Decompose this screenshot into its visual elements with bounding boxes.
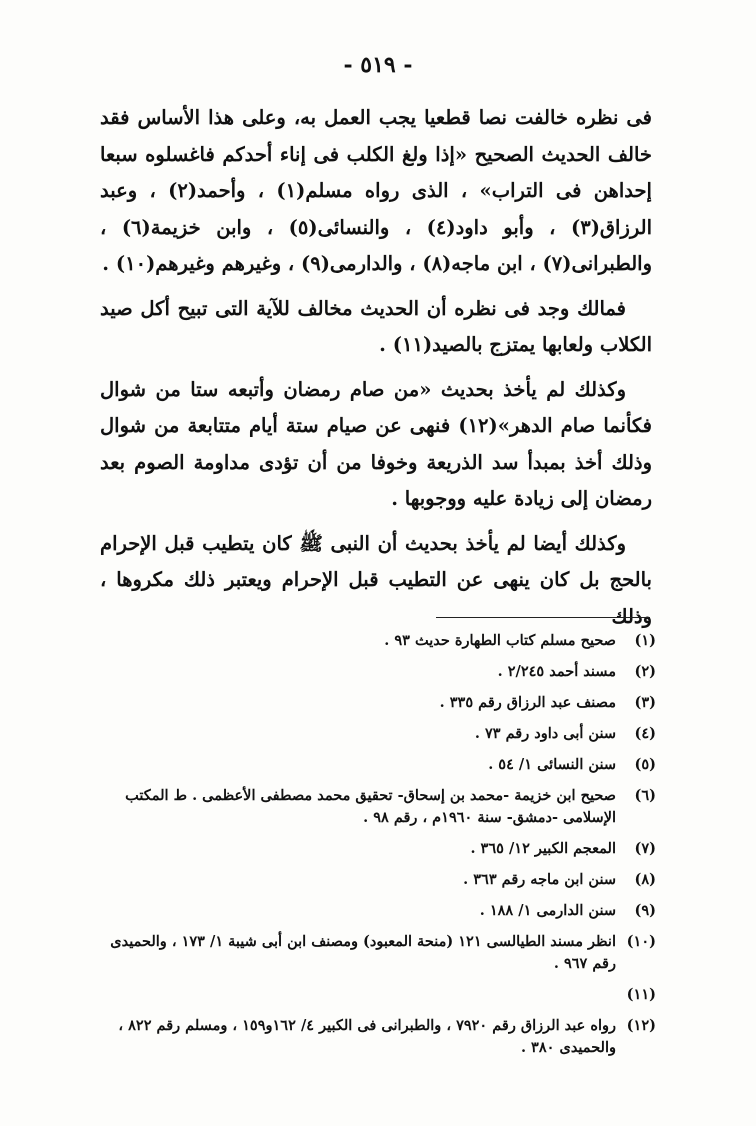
footnote-4 <box>96 723 656 745</box>
paragraph-1: فى نظره خالفت نصا قطعيا يجب العمل به، وعلى هذا الأساس فقد خالف الحديث الصحيح «إذا ولغ الكلب فى إناء أحدكم فاغسلوه سبعا إحداهن فى التراب» ، الذى رواه مسلم(١) ، وأحمد(٢) ، وعبد الرزاق(٣) ، وأبو داود(٤) ، والنسائى(٥) ، وابن خزيمة(٦) ، والطبرانى(٧) ، ابن ماجه(٨) ، والدارمى(٩) ، وغيرهم وغيرهم(١٠) . <box>100 106 652 275</box>
footnote-number: (٩) <box>634 902 656 919</box>
footnote-7 <box>96 838 656 860</box>
footnote-number: (١٢) <box>626 1017 656 1034</box>
footnote-number: (١١) <box>626 986 656 1003</box>
footnote-number: (٢) <box>634 663 656 680</box>
footnote-number: (٨) <box>634 871 656 888</box>
footnote-text: سنن أبى داود رقم ٧٣ . <box>474 725 616 742</box>
footnote-2 <box>96 661 656 683</box>
footnote-text: سنن النسائى ١/ ٥٤ . <box>488 756 616 773</box>
footnote-text: سنن الدارمى ١/ ١٨٨ . <box>479 902 616 919</box>
footnote-number: (١) <box>634 632 656 649</box>
footnote-text: المعجم الكبير ١٢/ ٣٦٥ . <box>470 840 616 857</box>
footnote-10 <box>96 931 656 975</box>
footnote-separator <box>436 617 650 618</box>
footnote-text: صحيح مسلم كتاب الطهارة حديث ٩٣ . <box>384 632 616 649</box>
page-number: - ٥١٩ - <box>343 52 413 78</box>
footnote-text: رواه عبد الرزاق رقم ٧٩٢٠ ، والطبرانى فى الكبير ٤/ ١٦٢و١٥٩ ، ومسلم رقم ٨٢٢ ، والحميدى ٣٨٠ . <box>118 1017 616 1056</box>
footnote-text: صحيح ابن خزيمة -محمد بن إسحاق- تحقيق محمد مصطفى الأعظمى . ط المكتب الإسلامى -دمشق- سنة ١٩٦٠م ، رقم ٩٨ . <box>125 787 616 826</box>
footnote-9 <box>96 900 656 922</box>
footnote-number: (٣) <box>634 694 656 711</box>
paragraph-3: وكذلك لم يأخذ بحديث «من صام رمضان وأتبعه ستا من شوال فكأنما صام الدهر»(١٢) فنهى عن صيام ستة أيام متتابعة من شوال وذلك أخذ بمبدأ سد الذريعة وخوفا من أن تؤدى مداومة الصوم بعد رمضان إلى زيادة عليه ووجوبها . <box>100 377 652 510</box>
footnote-text: سنن ابن ماجه رقم ٣٦٣ . <box>463 871 616 888</box>
footnote-5 <box>96 754 656 776</box>
footnotes <box>96 630 656 1068</box>
footnote-number: (٦) <box>634 787 656 804</box>
footnote-text: مسند أحمد ٢/٢٤٥ . <box>497 663 616 680</box>
footnote-6 <box>96 785 656 829</box>
paragraph-2: فمالك وجد فى نظره أن الحديث مخالف للآية التى تبيح أكل صيد الكلاب ولعابها يمتزج بالصيد(١١) . <box>100 296 652 356</box>
footnote-3 <box>96 692 656 714</box>
footnote-text: انظر مسند الطيالسى ١٢١ (منحة المعبود) ومصنف ابن أبى شيبة ١/ ١٧٣ ، والحميدى رقم ٩٦٧ . <box>110 933 616 972</box>
footnote-8 <box>96 869 656 891</box>
footnote-number: (٧) <box>634 840 656 857</box>
footnote-1 <box>96 630 656 652</box>
footnote-11 <box>96 984 656 1006</box>
footnote-12 <box>96 1015 656 1059</box>
main-text <box>100 100 652 635</box>
footnote-number: (٥) <box>634 756 656 773</box>
paragraph-4: وكذلك أيضا لم يأخذ بحديث أن النبى ﷺ كان يتطيب قبل الإحرام بالحج بل كان ينهى عن التطيب قبل الإحرام ويعتبر ذلك مكروها ، وذلك <box>100 531 652 628</box>
footnote-number: (١٠) <box>626 933 656 950</box>
footnote-number: (٤) <box>634 725 656 742</box>
footnote-text: مصنف عبد الرزاق رقم ٣٣٥ . <box>439 694 616 711</box>
